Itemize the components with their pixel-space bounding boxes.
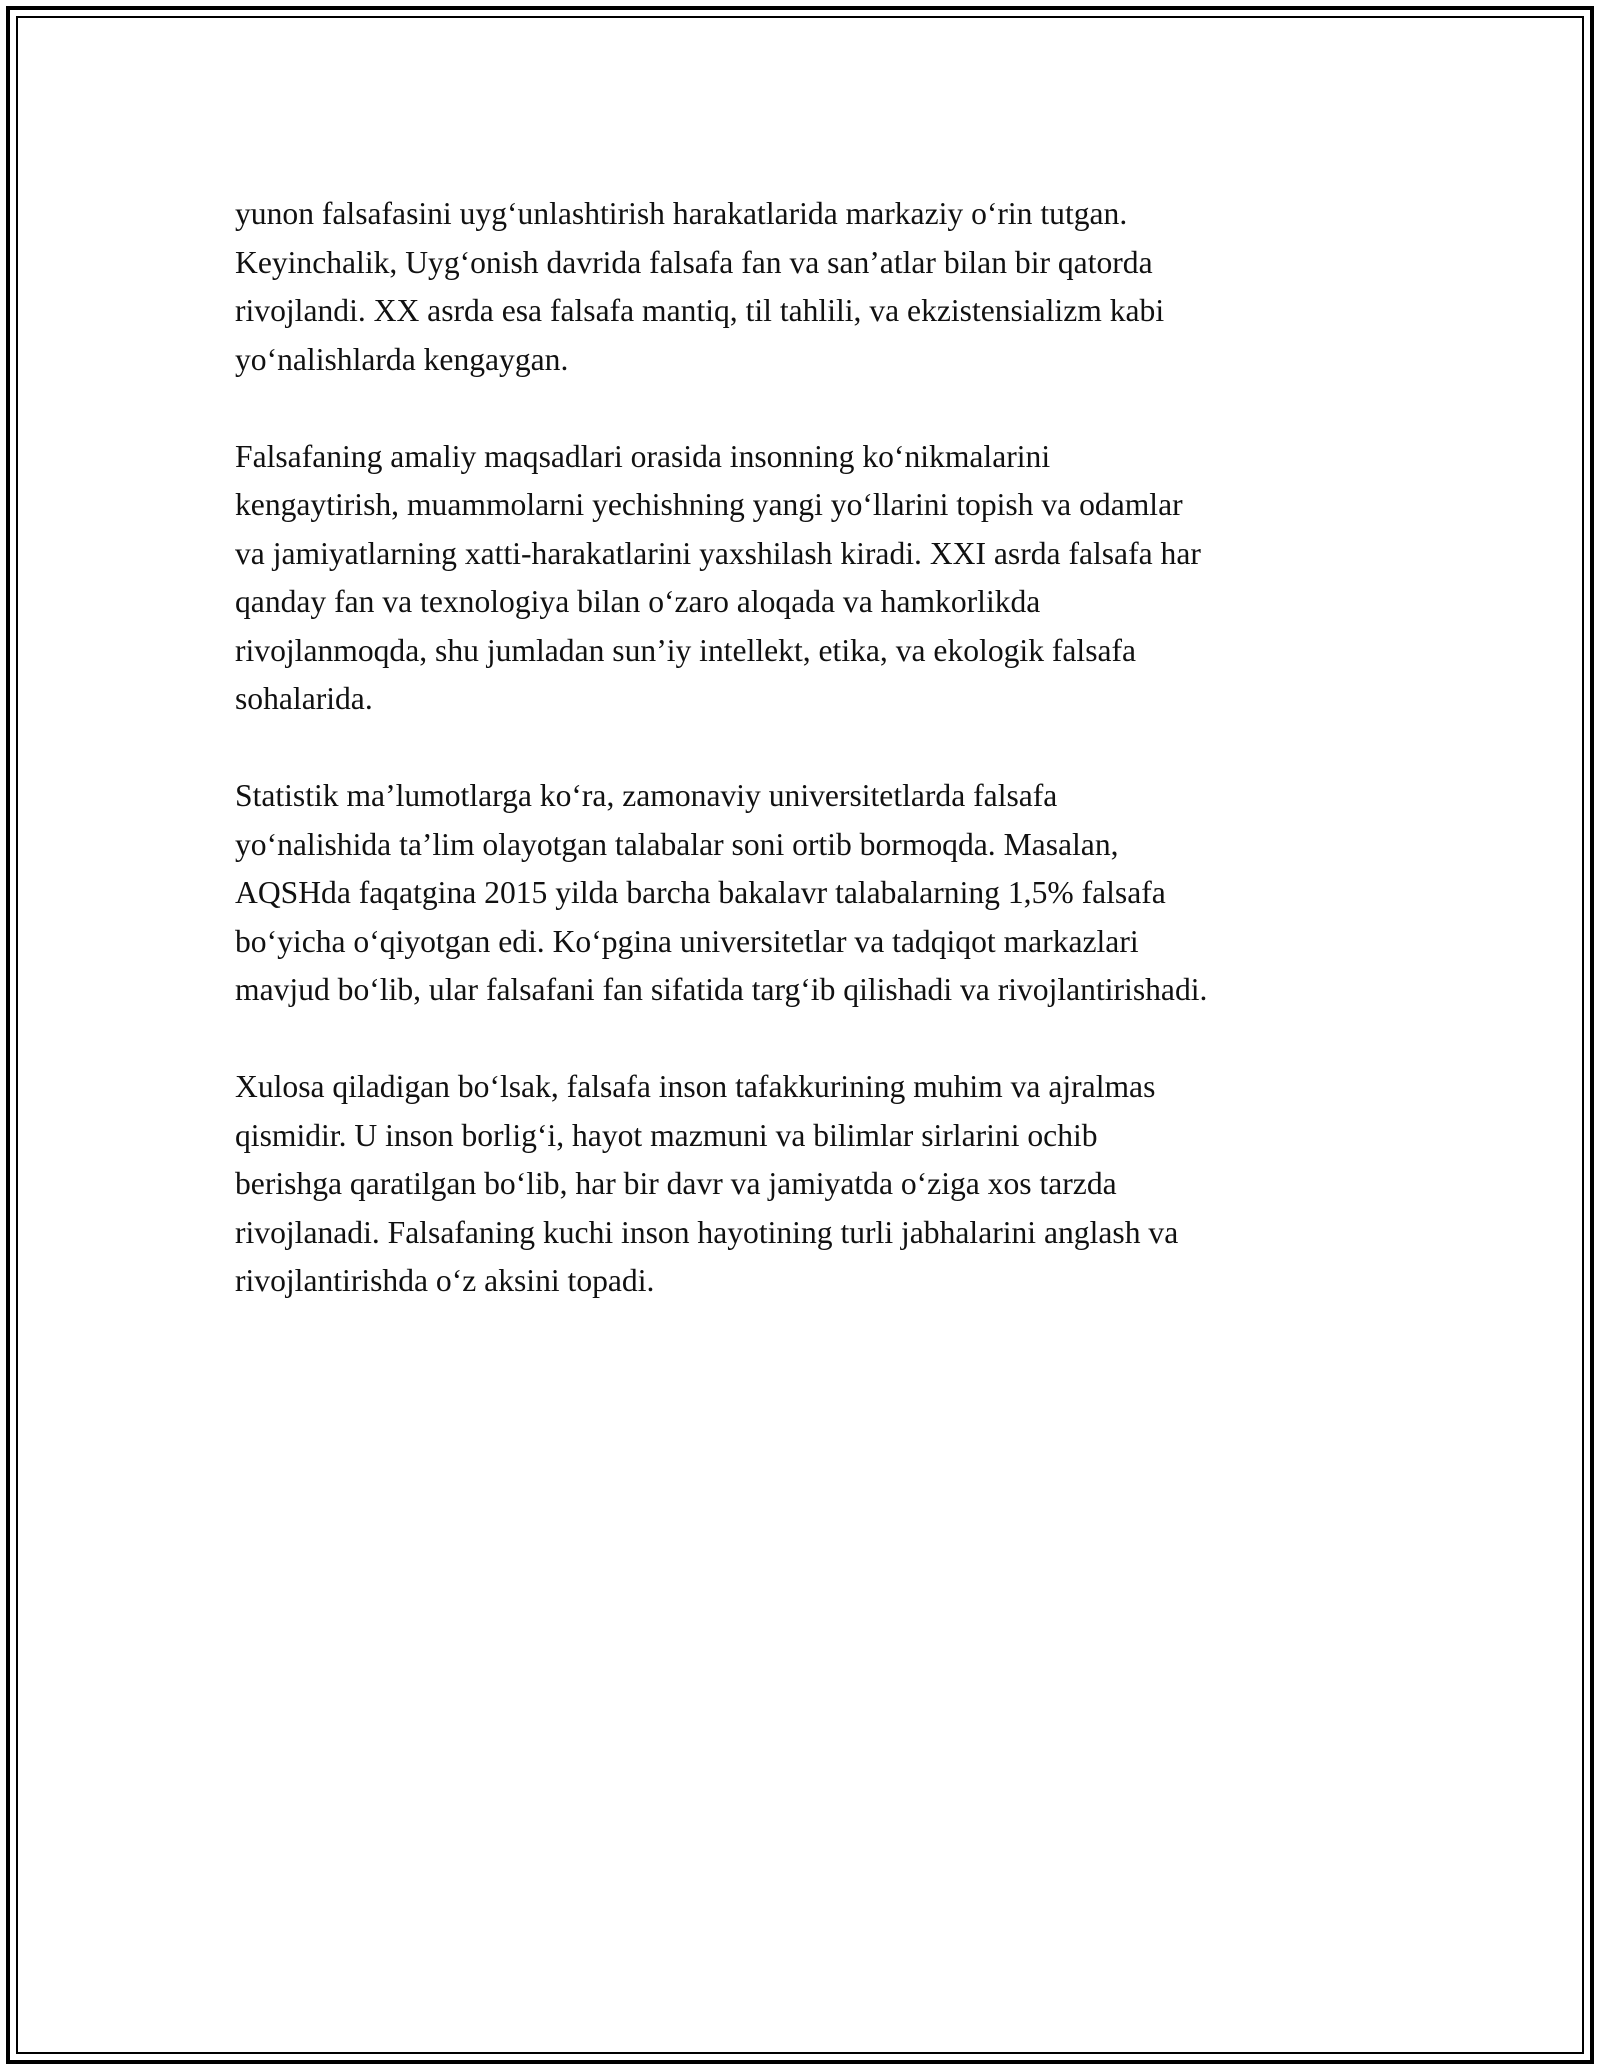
paragraph-4: Xulosa qiladigan bo‘lsak, falsafa inson tafakkurining muhim va ajralmas qismidir. U inson borlig‘i, hayot mazmuni va bilimlar sirlarini ochib berishga qaratilgan bo‘lib, har bir davr va jamiyatda o‘ziga xos tarzda rivojlanadi. Falsafaning kuchi inson hayotining turli jabhalarini anglash va rivojlantirishda o‘z aksini topadi.	[235, 1069, 1179, 1298]
paragraph-1: yunon falsafasini uyg‘unlashtirish harakatlarida markaziy o‘rin tutgan. Keyinchalik, Uyg‘onish davrida falsafa fan va san’atlar bilan bir qatorda rivojlandi. XX asrda esa falsafa mantiq, til tahlili, va ekzistensializm kabi yo‘nalishlarda kengaygan.	[235, 196, 1165, 377]
paragraph-3: Statistik ma’lumotlarga ko‘ra, zamonaviy universitetlarda falsafa yo‘nalishida ta’lim olayotgan talabalar soni ortib bormoqda. Masalan, AQSHda faqatgina 2015 yilda barcha bakalavr talabalarning 1,5% falsafa bo‘yicha o‘qiyotgan edi. Ko‘pgina universitetlar va tadqiqot markazlari mavjud bo‘lib, ular falsafani fan sifatida targ‘ib qilishadi va rivojlantirishadi.	[235, 778, 1208, 1007]
paragraph-2: Falsafaning amaliy maqsadlari orasida insonning ko‘nikmalarini kengaytirish, muammolarni yechishning yangi yo‘llarini topish va odamlar va jamiyatlarning xatti-harakatlarini yaxshilash kiradi. XXI asrda falsafa har qanday fan va texnologiya bilan o‘zaro aloqada va hamkorlikda rivojlanmoqda, shu jumladan sun’iy intellekt, etika, va ekologik falsafa sohalarida.	[235, 438, 1201, 716]
document-body	[235, 190, 1375, 1354]
